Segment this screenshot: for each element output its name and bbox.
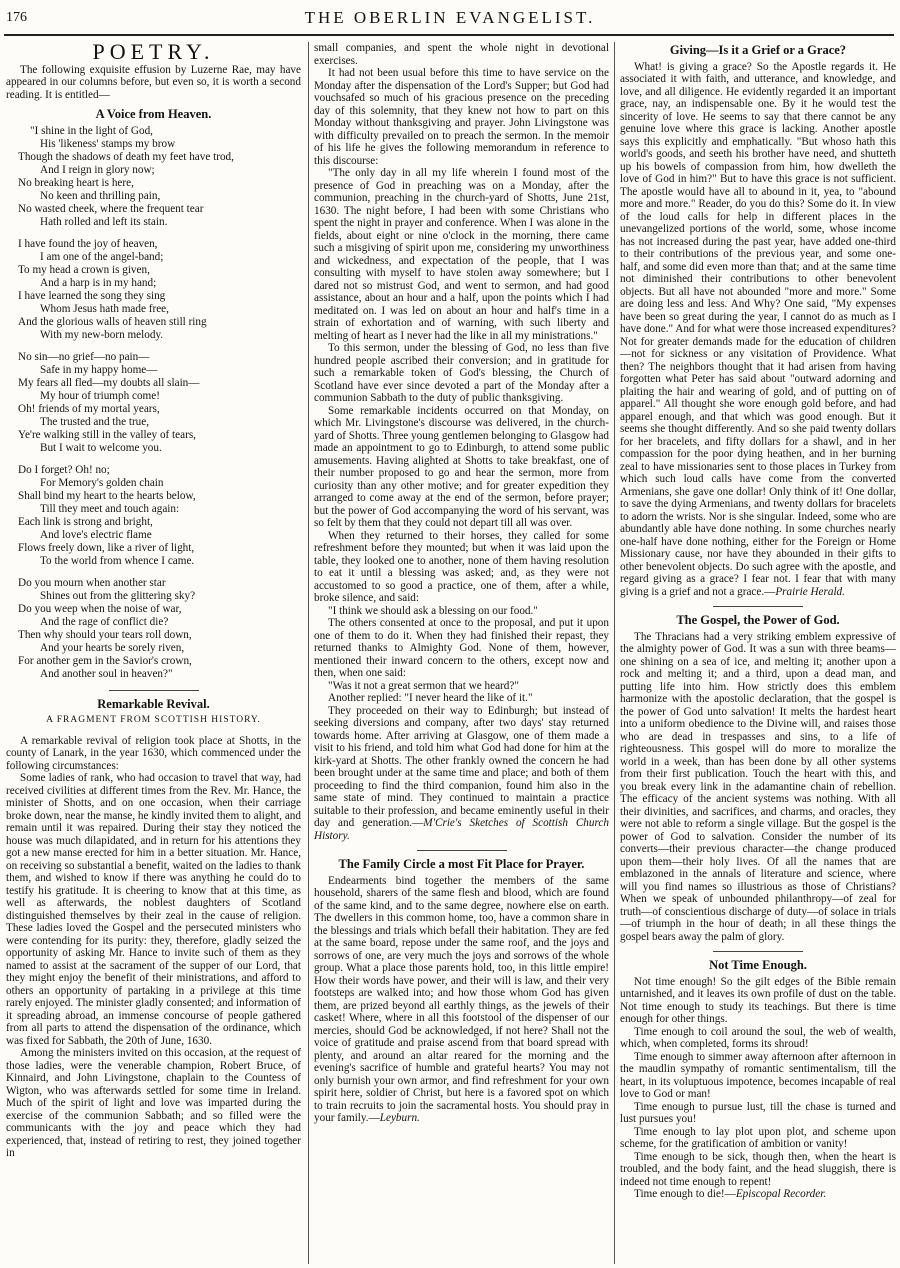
poem xyxy=(18,125,301,681)
poem-line: And the rage of conflict die? xyxy=(40,615,169,628)
poem-line: No wasted cheek, where the frequent tear xyxy=(18,202,204,215)
poem-line: No breaking heart is here, xyxy=(18,176,134,189)
article-paragraph: Not time enough! So the gilt edges of the Bible remain untarnished, and it leaves its own profile of dust on the table. Not time enough to study its teachings. But there is time enough for other things. xyxy=(620,975,896,1025)
section-rule xyxy=(713,606,803,607)
poem-stanza xyxy=(18,238,301,342)
article-paragraph: Time enough to pursue lust, till the chase is turned and lust pursues you! xyxy=(620,1100,896,1125)
poetry-intro: The following exquisite effusion by Luzerne Rae, may have appeared in our columns before, but even so, it is worth a second reading. It is entitled— xyxy=(6,63,301,101)
gospel-title: The Gospel, the Power of God. xyxy=(676,613,840,627)
poem-line: With my new-born melody. xyxy=(40,328,164,341)
poem-line: Shines out from the glittering sky? xyxy=(40,589,196,602)
attribution: Prairie Herald. xyxy=(775,585,845,598)
poem-line: No sin—no grief—no pain— xyxy=(18,350,150,363)
poem-line: Do you mourn when another star xyxy=(18,576,166,589)
column-3 xyxy=(620,42,896,1264)
time-title: Not Time Enough. xyxy=(709,958,807,972)
poem-line: Ye're walking still in the valley of tears, xyxy=(18,428,196,441)
section-rule xyxy=(417,850,507,851)
article-paragraph: To this sermon, under the blessing of God, no less than five hundred people ascribed their conversion; and in gratitude for such a remarkable token of God's blessing, the Church of Scotland have ever since devoted a part of the Monday after a communion Sabbath to the duty of public thanksgiving. xyxy=(314,342,609,404)
article-text: Endearments bind together the members of the same household, sharers of the same flesh and blood, which are found of the same kind, and to the same degree, nowhere else on earth. The dwellers in this common home, too, have a common share in the blessings and trials which befall their habitation. They are fed at the same board, repose under the same roof, and the joys and sorrows of one, are very much the joys and sorrows of the whole group. What a place those parents hold, too, in this little empire! How their words have power, and their will is law, and their very footsteps are walked into; and how those whom God has given them, are prized beyond all earthly things, as the jewels of their casket! Where, where in all this footstool of the dispenser of our mercies, should God be acknowledged, if not here? Shall not the voice of gratitude and praise ascend from that board spread with plenty, and around an altar reared for the morning and the evening's sacrifice of humble and grateful hearts? You may not only burnish your own armor, and find refreshment for your own spirit here, soldier of Christ, but here is a favored spot on which to train recruits to join the sacramental hosts. You should pray in your family.— xyxy=(314,874,609,1124)
poem-line: I have found the joy of heaven, xyxy=(18,237,158,250)
poem-line: To my head a crown is given, xyxy=(18,263,150,276)
article-paragraph: When they returned to their horses, they called for some refreshment before they mounted; but when it was laid upon the table, they looked one to another, none of them having resolution to eat it until a blessing was asked; and, as they were not accustomed to so good a practice, one of them, after a while, broke silence, and said: xyxy=(314,529,609,604)
poem-line: But I wait to welcome you. xyxy=(40,441,162,454)
poem-line: No keen and thrilling pain, xyxy=(40,189,161,202)
article-paragraph: small companies, and spent the whole night in devotional exercises. xyxy=(314,42,609,67)
poem-line: Then why should your tears roll down, xyxy=(18,628,192,641)
article-paragraph: "I think we should ask a blessing on our food." xyxy=(328,604,538,617)
poetry-heading: POETRY. xyxy=(92,42,215,64)
attribution: M'Crie's Sketches of Scottish Church History. xyxy=(314,817,609,842)
poem-line: And your hearts be sorely riven, xyxy=(40,641,185,654)
page-number: 176 xyxy=(6,10,27,25)
section-rule xyxy=(713,951,803,952)
poem-line: And I reign in glory now; xyxy=(40,163,155,176)
article-paragraph: Another replied: "I never heard the like of it." xyxy=(328,692,533,704)
article-paragraph xyxy=(314,705,609,843)
article-paragraph: The others consented at once to the proposal, and put it upon one of them to do it. When they had finished their repast, they returned thanks to Almighty God. None of them, however, mentioned their inward concern to the others, except now and then, when one said: xyxy=(314,617,609,679)
attribution: Leyburn. xyxy=(379,1112,420,1124)
article-paragraph: Time enough to coil around the soul, the web of wealth, which, when completed, forms its shroud! xyxy=(620,1025,896,1050)
poem-line: And a harp is in my hand; xyxy=(40,276,157,289)
poem-line: The trusted and the true, xyxy=(40,415,150,428)
article-text: They proceeded on their way to Edinburgh; but instead of seeking diversions and company, after two days' stay returned towards home. After arriving at Glasgow, one of them made a visit to his friend, and told him what God had done for him at the kirk-yard at Shotts. The other frankly owned the concern he had been brought under at the same time and place; and both of them proceeding to find the third companion, found him also in the same state of mind. They continued to maintain a practice suitable to their profession, and became eminently useful in their day and generation.— xyxy=(314,704,609,829)
poem-line: Hath rolled and left its stain. xyxy=(40,215,168,228)
article-paragraph: Among the ministers invited on this occasion, at the request of those ladies, were the venerable champion, Robert Bruce, of Kinnaird, and John Livingstone, chaplain to the Countess of Wigton, who was afterwards settled for some time in Ireland. Much of the spirit of light and love was imparted during the exercise of the communion Sabbath; and so filled were the communicants with the joy and peace which they had experienced, that, instead of retiring to rest, they joined together in xyxy=(6,1047,301,1159)
poem-line: My fears all fled—my doubts all slain— xyxy=(18,376,200,389)
poem-line: And another soul in heaven?" xyxy=(40,667,173,680)
poem-stanza xyxy=(18,464,301,568)
poem-line: Shall bind my heart to the hearts below, xyxy=(18,489,196,502)
poem-line: His 'likeness' stamps my brow xyxy=(40,137,176,150)
article-text: Time enough to die!— xyxy=(634,1188,736,1200)
poem-line: For another gem in the Savior's crown, xyxy=(18,654,192,667)
column-1 xyxy=(6,42,301,1264)
article-paragraph: Time enough to lay plot upon plot, and scheme upon scheme, for the gratification of ambition or vanity! xyxy=(620,1125,896,1150)
family-title: The Family Circle a most Fit Place for Prayer. xyxy=(338,857,585,871)
poem-line: Till they meet and touch again: xyxy=(40,502,180,515)
article-paragraph: Time enough to be sick, though then, when the heart is troubled, and the body faint, and the head sluggish, there is indeed not time enough to repent! xyxy=(620,1150,896,1188)
column-divider xyxy=(614,42,615,1264)
article-paragraph: "Was it not a great sermon that we heard?" xyxy=(328,679,519,692)
poem-line: I have learned the song they sing xyxy=(18,289,166,302)
poem-line: Do you weep when the noise of war, xyxy=(18,602,182,615)
article-paragraph: A remarkable revival of religion took place at Shotts, in the county of Lanark, in the year 1630, which commenced under the following circumstances: xyxy=(6,734,301,772)
section-rule xyxy=(109,690,199,691)
page-header xyxy=(0,0,900,38)
masthead: THE OBERLIN EVANGELIST. xyxy=(304,8,596,27)
article-paragraph: Some remarkable incidents occurred on that Monday, on which Mr. Livingstone's discourse was delivered, in the church-yard of Shotts. Three young gentlemen belonging to Glasgow had made an appointment to go to Edinburgh, to attend some public amusements. Having alighted at Shotts to take breakfast, one of their number proposed to go and hear the sermon, more from curiosity than any other motive; and for greater expedition they arranged to come away at the end of the sermon, before prayer; but the power of God accompanying the word of his servant, was so felt by them that they could not depart till all was over. xyxy=(314,404,609,529)
poem-line: And love's electric flame xyxy=(40,528,152,541)
poem-line: Flows freely down, like a river of light, xyxy=(18,541,195,554)
poem-line: Safe in my happy home— xyxy=(40,363,158,376)
poem-stanza xyxy=(18,577,301,681)
column-divider xyxy=(308,42,309,1264)
article-paragraph: Time enough to simmer away afternoon after afternoon in the maudlin sympathy of romantic sentimentalism, till the heart, in its voluptuous impotence, becomes incapable of real love to God or man! xyxy=(620,1050,896,1100)
poem-line: Each link is strong and bright, xyxy=(18,515,153,528)
article-paragraph: The Thracians had a very striking emblem expressive of the almighty power of God. It was a sun with three beams—one shining on a sea of ice, and melting it; another upon a rock and melting it; and a third, upon a dead man, and putting life into him. How strictly does this emblem harmonize with the apostolic declaration, that the gospel is the power of God unto salvation! It melts the hardest heart into a uniform obedience to the Divine will, and raises those who are dead in trespasses and sins, to a life of righteousness. This gospel will do more to moralize the world in a week, than has been done by all other systems from their first publication. Touch the heart with this, and you break every link in the adamantine chain of rebellion. The efficacy of the ancient systems was nothing. With all their divinities, and sacrifices, and charms, and oracles, they were not able to reform a single village. But the gospel is the power of God to salvation. Consider the number of its converts—their previous character—the change produced upon them—their holy lives. Of all the names that are emblazoned in the annals of literature and science, where will you find names so illustrious as those of Christians? When we speak of unbounded philanthropy—of zeal for truth—of conscientious discharge of duty—of solace in trials—of triumph in the hour of death; in all these things the gospel bears away the palm of glory. xyxy=(620,630,896,943)
poem-line: For Memory's golden chain xyxy=(40,476,164,489)
article-paragraph xyxy=(314,875,609,1125)
poem-line: Do I forget? Oh! no; xyxy=(18,463,110,476)
poem-stanza xyxy=(18,125,301,229)
article-text: What! is giving a grace? So the Apostle regards it. He associated it with faith, and utterance, and knowledge, and love, and all diligence. He evidently regarded it an important grace, nay, an indispensable one. By it he would test the sincerity of love. He seems to say that there cannot be any genuine love where this grace is lacking. Another apostle says this explicitly and emphatically. "But whoso hath this world's goods, and seeth his brother have need, and shutteth up his bowels of compassion from him, how dwelleth the love of God in him?" But to have this grace is not sufficient. The apostle would have all to abound in it, yea, to "abound more and more." Reader, do you do this? Some do it. In view of the loud calls for help in different places in the unevangelized portions of the world, some, whose income has not increased during the past year, have added one-third to their contributions of the previous year, and some one-half, and some did even more than that; and at the same time not diminished their contributions to other benevolent objects. But all have not abounded "more and more." Some are doing less and less. And Why? One said, "My expenses have been so great during the year, I cannot do as much as I have done." And for what were those increased expenditures? Not for greater demands made for the education of children—not for sickness or any visitation of Providence. What then? The neighbors thought that it had arisen from having forgotten what Peter has said about "outward adorning and plaiting the hair and wearing of gold, and of putting on of apparel." All thought she wore enough gold before, and had apparel enough, and that which was good enough. But it seems she thought differently. And so she paid twenty dollars for her bracelets, and fifty dollars for a shawl, and in her compassion for the poor dying heathen, and in her burning zeal to have missionaries sent to those places in Turkey from which such loud calls have come from the converted Armenians, she gave one dollar! Only think of it! One dollar, to save the dying Armenians, and twenty dollars for bracelets to adorn the wrists. Nor is she singular. Indeed, some who are abundantly able have done nothing. In some churches nearly one-half have done nothing, either for the Foreign or Home Missionary cause, nor have they abounded in their gifts to other benevolent objects. Do such agree with the apostle, and regard giving as a grace? I fear not. I fear that with many giving is a grief and not a grace.— xyxy=(620,60,896,598)
giving-title: Giving—Is it a Grief or a Grace? xyxy=(669,43,847,57)
poem-line: Oh! friends of my mortal years, xyxy=(18,402,160,415)
attribution: Episcopal Recorder. xyxy=(735,1188,827,1200)
revival-subtitle: A FRAGMENT FROM SCOTTISH HISTORY. xyxy=(46,715,261,725)
poem-line: Though the shadows of death my feet have trod, xyxy=(18,150,234,163)
article-paragraph xyxy=(620,61,896,599)
poem-line: Whom Jesus hath made free, xyxy=(40,302,169,315)
poem-line: To the world from whence I came. xyxy=(40,554,195,567)
header-rule xyxy=(4,34,894,36)
article-paragraph xyxy=(620,1188,896,1201)
column-2 xyxy=(314,42,609,1264)
poem-line: "I shine in the light of God, xyxy=(30,124,153,137)
revival-title: Remarkable Revival. xyxy=(97,696,210,711)
poem-line: My hour of triumph come! xyxy=(40,389,160,402)
poem-line: And the glorious walls of heaven still ring xyxy=(18,315,207,328)
poem-title: A Voice from Heaven. xyxy=(95,107,212,121)
article-paragraph: It had not been usual before this time to have service on the Monday after the dispensation of the Lord's Supper; but God had vouchsafed so much of his gracious presence on the preceding day of this solemnity, that they knew not how to part on this Monday without thanksgiving and prayer. John Livingstone was with difficulty prevailed on to preach the sermon. In the memoir of his life he gives the following memorandum in reference to this discourse: xyxy=(314,67,609,167)
article-paragraph: "The only day in all my life wherein I found most of the presence of God in preaching was on a Monday, after the communion, preaching in the church-yard of Shotts, June 21st, 1630. The night before, I had been with some Christians who spent the night in prayer and conference. When I was alone in the fields, about eight or nine o'clock in the morning, there came such a misgiving of spirit upon me, considering my unworthiness and wickedness, and expectation of the people, that I was consulting with myself to have stolen away somewhere; but I dared not so mistrust God, and went to sermon, and had good assistance, about an hour and a half, upon the points which I had meditated on. I was led on about an hour and half's time in a strain of exhortation and of warning, with such liberty and melting of heart as I never had the like in all my ministrations." xyxy=(314,167,609,342)
article-paragraph: Some ladies of rank, who had occasion to travel that way, had received civilities at different times from the Rev. Mr. Hance, the minister of Shotts, and on one occasion, when their carriage broke down, near the manse, he kindly invited them to alight, and remain until it was repaired. During their stay they noticed the house was much dilapidated, and in return for his attentions they got a new manse erected for him in a better situation. Mr. Hance, on receiving so substantial a benefit, waited on the ladies to thank them, and wished to know if there was anything he could do to testify his gratitude. It is cheering to know that at this time, as well as afterwards, the noblest daughters of Scotland distinguished themselves by their zeal in the cause of religion. These ladies loved the Gospel and the persecuted ministers who were contending for its purity: they, therefore, gladly seized the opportunity of asking Mr. Hance to invite such of them as they named to assist at the sacrament of the supper of our Lord, that they might enjoy the benefit of their ministrations, and afford to others an opportunity of partaking in a privilege at this time rarely enjoyed. The minister gladly consented; and information of it spreading abroad, an immense concourse of people gathered from all parts to attend the dispensation of the ordinance, which was fixed for Sabbath, the 20th of June, 1630. xyxy=(6,772,301,1047)
poem-stanza xyxy=(18,351,301,455)
poem-line: I am one of the angel-band; xyxy=(40,250,164,263)
